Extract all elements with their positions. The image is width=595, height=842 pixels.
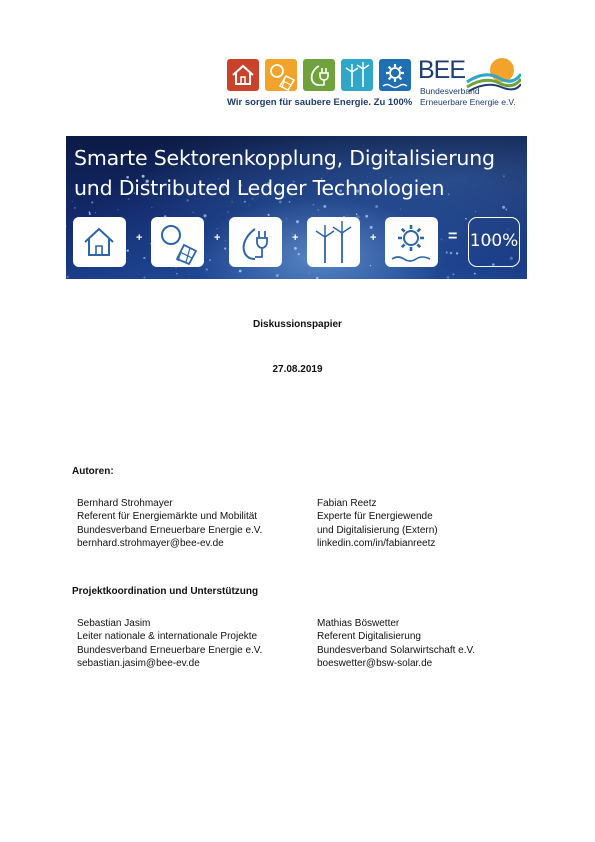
author-block xyxy=(317,497,438,550)
house-heat-icon xyxy=(73,217,126,267)
person-contact[interactable]: linkedin.com/in/fabianreetz xyxy=(317,537,436,549)
sun-solar-panel-icon xyxy=(151,217,204,267)
bio-plug-icon xyxy=(229,217,282,267)
person-role: Referent für Energiemärkte und Mobilität xyxy=(77,511,258,523)
person-organization: und Digitalisierung (Extern) xyxy=(317,524,438,536)
sun-solar-panel-icon xyxy=(265,59,297,91)
person-name: Bernhard Strohmayer xyxy=(77,498,173,509)
bio-plug-icon xyxy=(303,59,335,91)
person-name: Mathias Böswetter xyxy=(317,618,400,629)
equals-operator: = xyxy=(448,228,458,245)
org-name-line1: Bundesverband xyxy=(420,86,480,96)
banner-title-line2: und Distributed Ledger Technologien xyxy=(74,176,445,200)
document-type: Diskussionspapier xyxy=(253,319,342,330)
wind-turbine-icon xyxy=(307,217,360,267)
slogan: Wir sorgen für saubere Energie. Zu 100% xyxy=(227,97,413,108)
geothermal-gear-icon xyxy=(379,59,411,91)
org-name-line2: Erneuerbare Energie e.V. xyxy=(420,97,516,107)
bee-wordmark: BEE xyxy=(418,56,466,84)
document-date: 27.08.2019 xyxy=(272,364,323,375)
plus-operator: + xyxy=(370,232,377,244)
banner-title-line1: Smarte Sektorenkopplung, Digitalisierung xyxy=(74,146,495,170)
plus-operator: + xyxy=(292,232,299,244)
person-role: Experte für Energiewende xyxy=(317,511,433,523)
house-heat-icon xyxy=(227,59,259,91)
person-organization: Bundesverband Erneuerbare Energie e.V. xyxy=(77,524,263,536)
cover-banner xyxy=(66,136,527,279)
person-name: Sebastian Jasim xyxy=(77,618,151,629)
bee-logo-strip xyxy=(227,58,519,110)
plus-operator: + xyxy=(214,232,221,244)
author-block xyxy=(77,497,262,550)
person-name: Fabian Reetz xyxy=(317,498,377,509)
person-role: Referent Digitalisierung xyxy=(317,631,421,643)
person-organization: Bundesverband Erneuerbare Energie e.V. xyxy=(77,644,263,656)
person-contact[interactable]: bernhard.strohmayer@bee-ev.de xyxy=(77,537,224,549)
authors-heading: Autoren: xyxy=(72,466,114,477)
coordination-heading: Projektkoordination und Unterstützung xyxy=(72,586,259,597)
coordinator-block xyxy=(317,617,475,670)
result-100-percent: 100% xyxy=(468,217,520,267)
wind-turbine-icon xyxy=(341,59,373,91)
person-role: Leiter nationale & internationale Projekte xyxy=(77,631,258,643)
person-contact[interactable]: boeswetter@bsw-solar.de xyxy=(317,657,433,669)
geothermal-gear-icon xyxy=(385,217,438,267)
plus-operator: + xyxy=(136,232,143,244)
coordinator-block xyxy=(77,617,262,670)
person-organization: Bundesverband Solarwirtschaft e.V. xyxy=(317,644,476,656)
person-contact[interactable]: sebastian.jasim@bee-ev.de xyxy=(77,657,200,669)
